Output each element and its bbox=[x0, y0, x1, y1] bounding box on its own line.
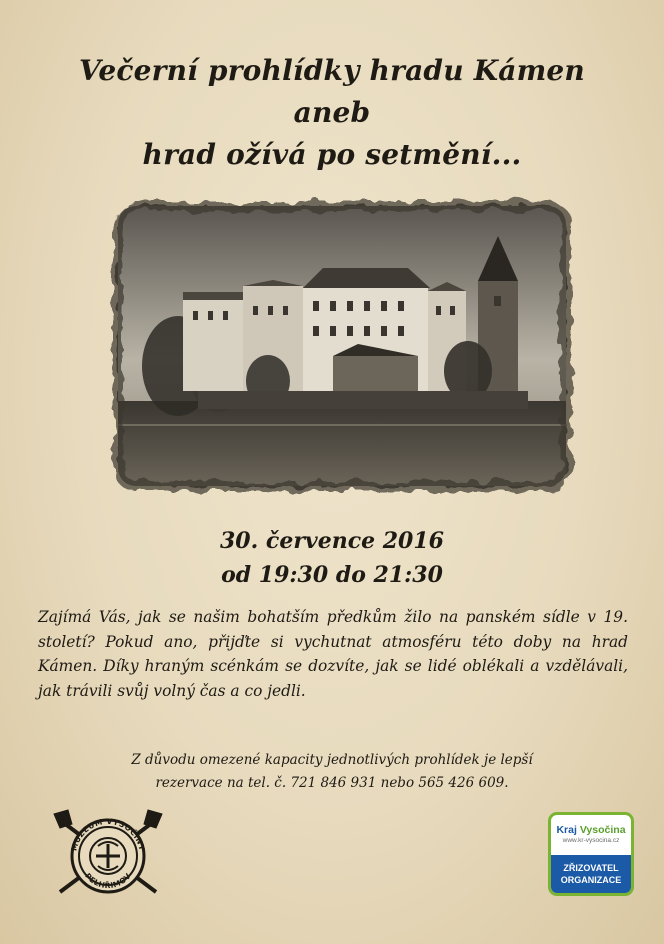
poster-title bbox=[0, 50, 664, 176]
kraj-url: www.kr-vysocina.cz bbox=[562, 837, 620, 844]
title-line-1: Večerní prohlídky hradu Kámen bbox=[79, 54, 585, 87]
event-time: od 19:30 do 21:30 bbox=[221, 562, 443, 588]
event-description: Zajímá Vás, jak se našim bohatším předkům žilo na panském sídle v 19. století? Pokud ano, přijďte si vychutnat atmosféru této doby na hrad Kámen. Díky hraným scénkám se dozvíte, jak se lidé oblékali a vzdělávali, jak trávili svůj volný čas a co jedli. bbox=[38, 608, 628, 700]
svg-text:PELHŘIMOV: PELHŘIMOV bbox=[83, 871, 133, 891]
reservation-line-1: Z důvodu omezené kapacity jednotlivých prohlídek je lepší bbox=[131, 752, 533, 768]
title-line-2: aneb bbox=[293, 96, 371, 129]
event-date: 30. července 2016 bbox=[220, 528, 444, 554]
title-line-3: hrad ožívá po setmění... bbox=[142, 138, 522, 171]
castle-photo bbox=[108, 196, 576, 496]
reservation-line-2: rezervace na tel. č. 721 846 931 nebo 565 426 609. bbox=[155, 775, 509, 791]
kraj-vysocina-logo bbox=[548, 812, 634, 896]
event-datetime bbox=[0, 524, 664, 592]
kraj-role: ZŘIZOVATEL ORGANIZACE bbox=[551, 855, 631, 893]
kraj-name: Kraj Vysočina bbox=[556, 824, 626, 836]
svg-text:MUZEUM VYSOČINY: MUZEUM VYSOČINY bbox=[69, 816, 147, 852]
museum-vysociny-logo bbox=[52, 808, 164, 900]
reservation-note bbox=[0, 749, 664, 795]
